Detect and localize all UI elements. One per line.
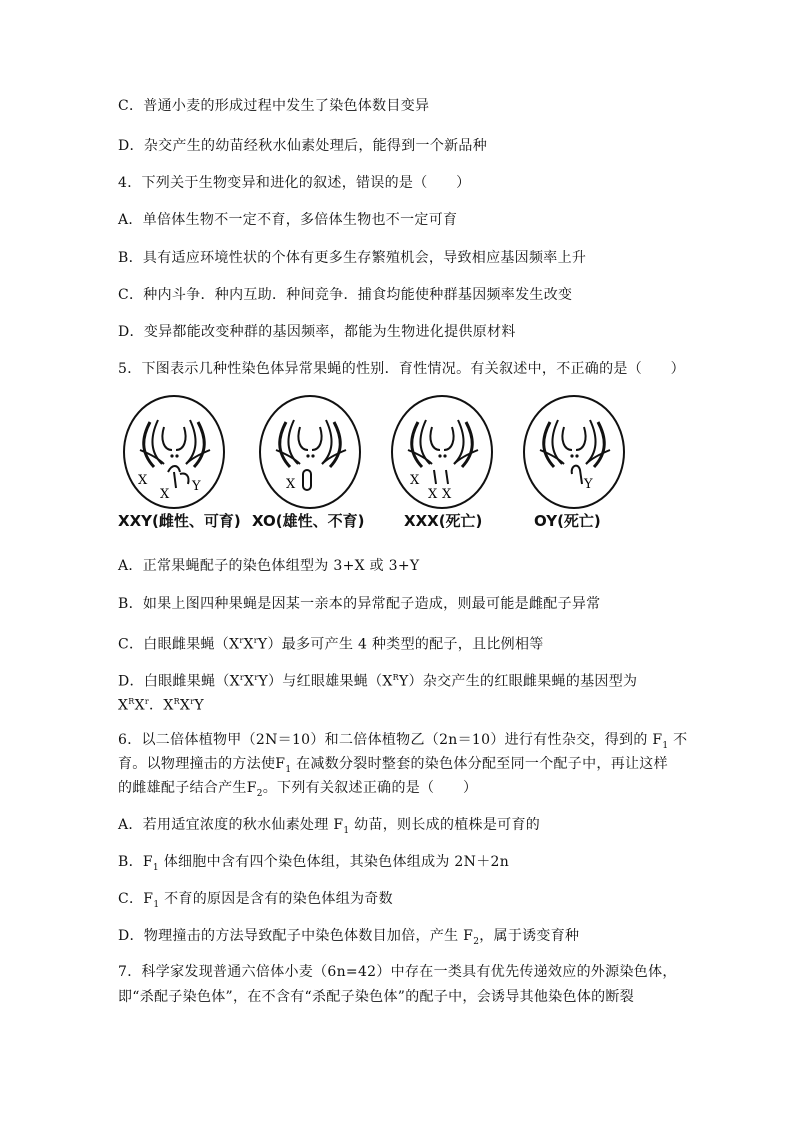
cell-xo-drawing [256, 392, 366, 512]
cell-xxx [388, 392, 498, 512]
text-run: 育。以物理撞击的方法使F [118, 756, 286, 772]
superscript: R [392, 673, 399, 682]
caption-xo: XO(雄性、不育) [252, 512, 365, 530]
question-6-option-b [118, 852, 509, 878]
text-run: D．物理撞击的方法导致配子中染色体数目加倍，产生 F [118, 928, 474, 944]
question-5-stem: 5．下图表示几种性染色体异常果蝇的性别．育性情况。有关叙述中，不正确的是（ ） [118, 361, 685, 377]
question-6-option-a [118, 815, 540, 841]
text-run: Y）杂交产生的红眼雌果蝇的基因型为 [398, 673, 638, 690]
question-6-option-c [118, 889, 393, 915]
subscript: 1 [662, 740, 669, 751]
subscript: 1 [153, 899, 160, 910]
superscript: R [173, 697, 180, 706]
question-6-stem-2 [118, 754, 668, 780]
chromosome-label: Y [192, 479, 201, 494]
text-run: X [179, 697, 191, 714]
chromosome-label: X [160, 487, 170, 502]
text-run: X [118, 697, 129, 714]
subscript: 1 [285, 764, 292, 775]
superscript: r [239, 636, 244, 645]
text-run: 的雌雄配子结合产生F [118, 780, 257, 796]
question-4-option-d: D．变异都能改变种群的基因频率，都能为生物进化提供原材料 [118, 324, 516, 340]
question-6-stem-1 [118, 730, 687, 756]
chromosome-figure [118, 392, 678, 542]
chromosome-label: Y [584, 477, 593, 492]
question-5-option-d [118, 668, 637, 692]
text-run: C．白眼雌果蝇（X [118, 636, 240, 653]
superscript: r [239, 673, 245, 682]
text-run: 幼苗，则长成的植株是可育的 [349, 817, 541, 833]
question-5-option-a: A．正常果蝇配子的染色体组型为 3+X 或 3+Y [118, 558, 420, 574]
question-7-stem-2: 即“杀配子染色体”，在不含有“杀配子染色体”的配子中，会诱导其他染色体的断裂 [118, 989, 635, 1005]
chromosome-label: X [410, 473, 420, 488]
text-run: X [243, 636, 254, 653]
caption-xxy: XXY(雌性、可育) [118, 512, 241, 530]
option-d-line: D．杂交产生的幼苗经秋水仙素处理后，能得到一个新品种 [118, 138, 488, 154]
cell-xxy [120, 392, 230, 512]
text-run: ，属于诱变育种 [479, 928, 580, 944]
chromosome-label: X [138, 473, 148, 488]
cell-xxx-drawing [388, 392, 498, 512]
question-5-option-d-cont [118, 692, 204, 716]
subscript: 2 [256, 788, 263, 799]
question-6-stem-3 [118, 778, 477, 804]
option-c-line: C．普通小麦的形成过程中发生了染色体数目变异 [118, 98, 430, 114]
superscript: r [144, 697, 150, 706]
text-run: X [244, 673, 255, 690]
chromosome-label: X [428, 487, 438, 502]
subscript: 1 [152, 862, 159, 873]
question-5-option-b: B．如果上图四种果蝇是因某一亲本的异常配子造成，则最可能是雌配子异常 [118, 596, 601, 612]
text-run: 。下列有关叙述正确的是（ ） [262, 780, 478, 796]
chromosome-label: X [286, 477, 296, 492]
superscript: r [190, 697, 195, 706]
superscript: r [253, 636, 258, 645]
cell-oy [520, 392, 630, 512]
cell-xo [256, 392, 366, 512]
text-run: Y [194, 697, 204, 714]
superscript: r [254, 673, 259, 682]
question-4-stem: 4．下列关于生物变异和进化的叙述，错误的是（ ） [118, 175, 471, 191]
text-run: 6．以二倍体植物甲（2N＝10）和二倍体植物乙（2n＝10）进行有性杂交，得到的 F [118, 732, 663, 748]
text-run: C．F [118, 891, 154, 907]
question-4-option-b: B．具有适应环境性状的个体有更多生存繁殖机会，导致相应基因频率上升 [118, 250, 587, 266]
question-4-option-c: C．种内斗争．种内互助．种间竞争．捕食均能使种群基因频率发生改变 [118, 287, 573, 303]
question-7-stem-1: 7．科学家发现普通六倍体小麦（6n=42）中存在一类具有优先传递效应的外源染色体， [118, 964, 677, 980]
text-run: X [134, 697, 145, 714]
caption-xxx: XXX(死亡) [404, 512, 483, 530]
text-run: Y）最多可产生 4 种类型的配子，且比例相等 [257, 636, 544, 653]
text-run: 不 [668, 732, 688, 748]
chromosome-label: X [442, 487, 452, 502]
text-run: 在减数分裂时整套的染色体分配至同一个配子中，再让这样 [291, 756, 668, 772]
cell-oy-drawing [520, 392, 630, 512]
superscript: R [128, 697, 135, 706]
text-run: A．若用适宜浓度的秋水仙素处理 F [118, 817, 344, 833]
question-4-option-a: A．单倍体生物不一定不育，多倍体生物也不一定可育 [118, 212, 458, 228]
subscript: 1 [343, 825, 350, 836]
question-6-option-d [118, 926, 579, 952]
cell-xxy-drawing [120, 392, 230, 512]
text-run: Y）与红眼雄果蝇（X [258, 673, 393, 690]
caption-oy: OY(死亡) [534, 512, 601, 530]
text-run: D．白眼雌果蝇（X [118, 673, 240, 690]
question-5-option-c [118, 631, 544, 655]
text-run: 不育的原因是含有的染色体组为奇数 [159, 891, 393, 907]
subscript: 2 [473, 936, 480, 947]
text-run: 体细胞中含有四个染色体组，其染色体组成为 2N＋2n [158, 854, 510, 870]
text-run: B．F [118, 854, 153, 870]
text-run: ．X [149, 697, 174, 714]
